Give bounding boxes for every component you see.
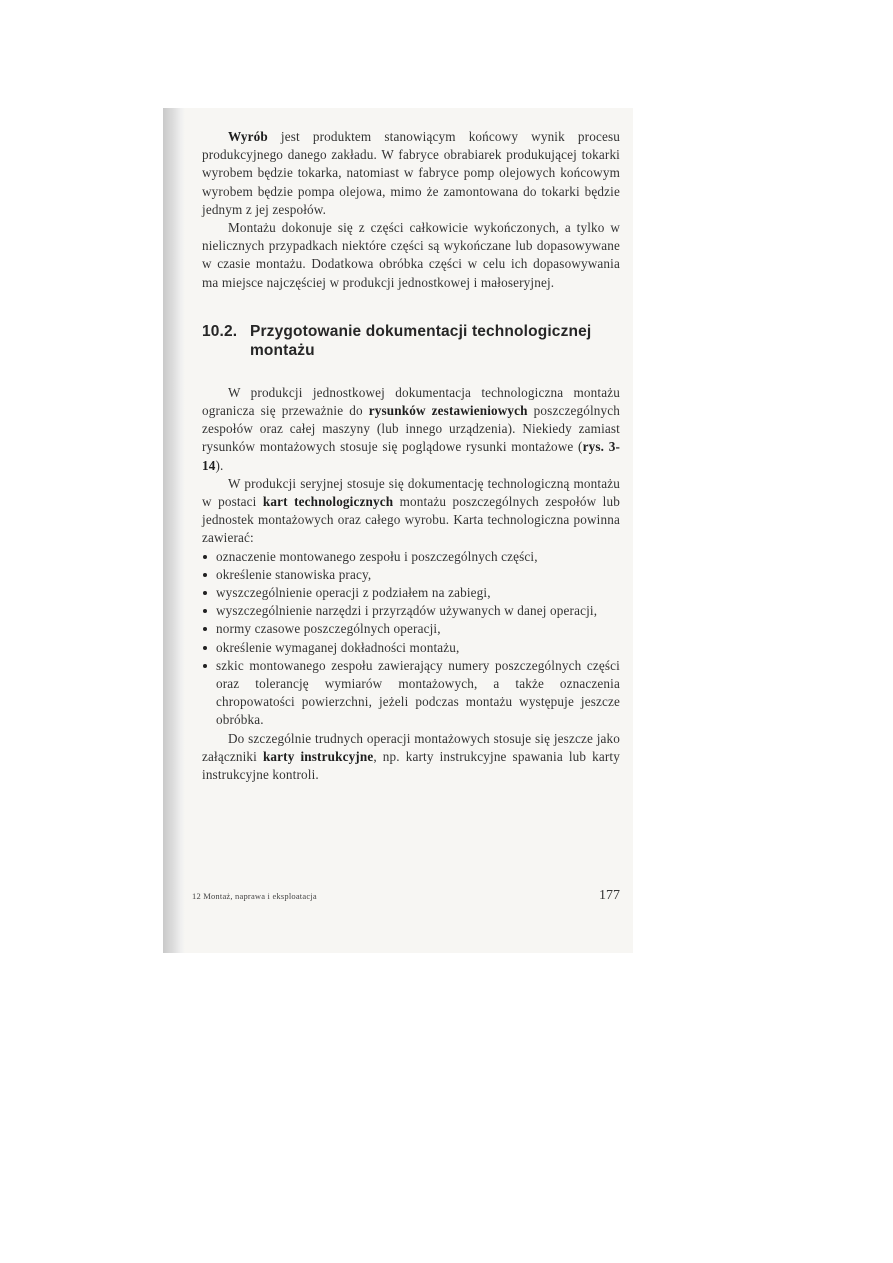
page-footer [192, 888, 620, 904]
page-text [202, 128, 620, 784]
list-item: określenie wymaganej dokładności montażu, [202, 639, 620, 657]
paragraph-instruction-cards: Do szczególnie trudnych operacji montażowych stosuje się jeszcze jako załączniki karty instrukcyjne, np. karty instrukcyjne spawania lub karty instrukcyjne kontroli. [202, 730, 620, 783]
list-item: oznaczenie montowanego zespołu i poszczególnych części, [202, 548, 620, 566]
paragraph-unit-production: W produkcji jednostkowej dokumentacja technologiczna montażu ogranicza się przeważnie do rysunków zestawieniowych poszczególnych zespołów oraz całej maszyny (lub innego urządzenia). Niekiedy zamiast rysunków montażowych stosuje się poglądowe rysunki montażowe (rys. 3-14). [202, 384, 620, 473]
paragraph-serial-production: W produkcji seryjnej stosuje się dokumentację technologiczną montażu w postaci kart technologicznych montażu poszczególnych zespołów lub jednostek montażowych oraz całego wyrobu. Karta technologiczna powinna zawierać: [202, 475, 620, 546]
section-number: 10.2. [202, 322, 238, 340]
list-item: szkic montowanego zespołu zawierający numery poszczególnych części oraz tolerancję wymiarów montażowych, a także oznaczenia chropowatości powierzchni, jeżeli podczas montażu występuje jeszcze obróbka. [202, 657, 620, 730]
section-title: Przygotowanie dokumentacji technologicznej montażu [250, 322, 592, 359]
technology-card-list [202, 548, 620, 730]
list-item: określenie stanowiska pracy, [202, 566, 620, 584]
page-number: 177 [599, 888, 620, 903]
section-heading [202, 322, 620, 360]
list-item: normy czasowe poszczególnych operacji, [202, 620, 620, 638]
list-item: wyszczególnienie narzędzi i przyrządów używanych w danej operacji, [202, 602, 620, 620]
list-item: wyszczególnienie operacji z podziałem na zabiegi, [202, 584, 620, 602]
paragraph-product-definition: Wyrób jest produktem stanowiącym końcowy wynik procesu produkcyjnego danego zakładu. W fabryce obrabiarek produkującej tokarki wyrobem będzie tokarka, natomiast w fabryce pomp olejowych końcowym wyrobem będzie pompa olejowa, mimo że zamontowana do tokarki będzie jednym z jej zespołów. [202, 129, 620, 217]
paragraph-assembly-parts: Montażu dokonuje się z części całkowicie wykończonych, a tylko w nielicznych przypadkach niektóre części są wykończane lub dopasowywane w czasie montażu. Dodatkowa obróbka części w celu ich dopasowywania ma miejsce najczęściej w produkcji jednostkowej i małoseryjnej. [202, 220, 620, 290]
footer-signature-note: 12 Montaż, naprawa i eksploatacja [192, 891, 317, 901]
book-spine-shadow [163, 108, 185, 953]
